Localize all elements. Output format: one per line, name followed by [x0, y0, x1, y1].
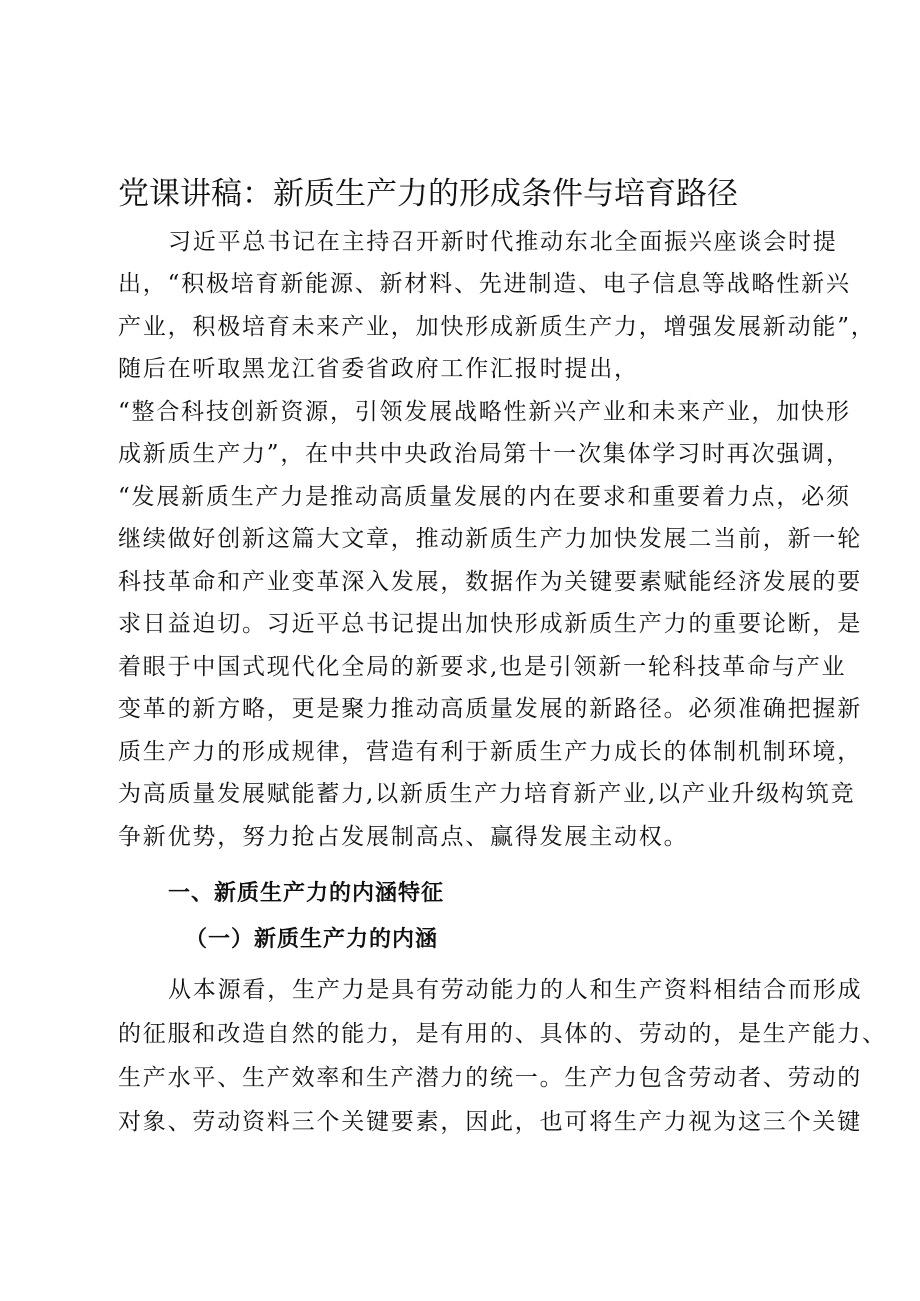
paragraph-line: 生产水平、生产效率和生产潜力的统一。生产力包含劳动者、劳动的	[118, 1065, 862, 1091]
paragraph-line: 质生产力的形成规律，营造有利于新质生产力成长的体制机制环境，	[118, 739, 862, 765]
paragraph-line: 从本源看，生产力是具有劳动能力的人和生产资料相结合而形成	[168, 977, 863, 1003]
paragraph-line: 对象、劳动资料三个关键要素，因此，也可将生产力视为这三个关键	[118, 1109, 862, 1135]
paragraph-line: 习近平总书记在主持召开新时代推动东北全面振兴座谈会时提	[168, 229, 838, 255]
paragraph-line: 出，“积极培育新能源、新材料、先进制造、电子信息等战略性新兴	[118, 271, 851, 297]
paragraph-line: 求日益迫切。习近平总书记提出加快形成新质生产力的重要论断，是	[118, 611, 862, 637]
paragraph-line: 为高质量发展赋能蓄力,以新质生产力培育新产业,以产业升级构筑竞	[118, 781, 856, 807]
paragraph-line: 产业，积极培育未来产业，加快形成新质生产力，增强发展新动能”，	[118, 314, 876, 340]
paragraph-line: 继续做好创新这篇大文章，推动新质生产力加快发展二当前，新一轮	[118, 526, 862, 552]
paragraph-line: 变革的新方略，更是聚力推动高质量发展的新路径。必须准确把握新	[118, 696, 862, 722]
section-heading: 一、新质生产力的内涵特征	[168, 881, 445, 906]
paragraph-line: 着眼于中国式现代化全局的新要求,也是引领新一轮科技革命与产业	[118, 654, 847, 680]
paragraph-line: “整合科技创新资源，引领发展战略性新兴产业和未来产业，加快形	[118, 399, 851, 425]
paragraph-line: 的征服和改造自然的能力，是有用的、具体的、劳动的，是生产能力、	[118, 1021, 887, 1047]
document-title: 党课讲稿：新质生产力的形成条件与培育路径	[118, 176, 738, 212]
paragraph-line: 成新质生产力”，在中共中央政治局第十一次集体学习时再次强调，	[118, 441, 851, 467]
subsection-heading: （一）新质生产力的内涵	[185, 927, 439, 952]
paragraph-line: 争新优势，努力抢占发展制高点、赢得发展主动权。	[118, 824, 689, 850]
paragraph-line: 随后在听取黑龙江省委省政府工作汇报时提出，	[118, 356, 639, 382]
paragraph-line: 科技革命和产业变革深入发展，数据作为关键要素赋能经济发展的要	[118, 569, 862, 595]
paragraph-line: “发展新质生产力是推动高质量发展的内在要求和重要着力点，必须	[118, 484, 851, 510]
